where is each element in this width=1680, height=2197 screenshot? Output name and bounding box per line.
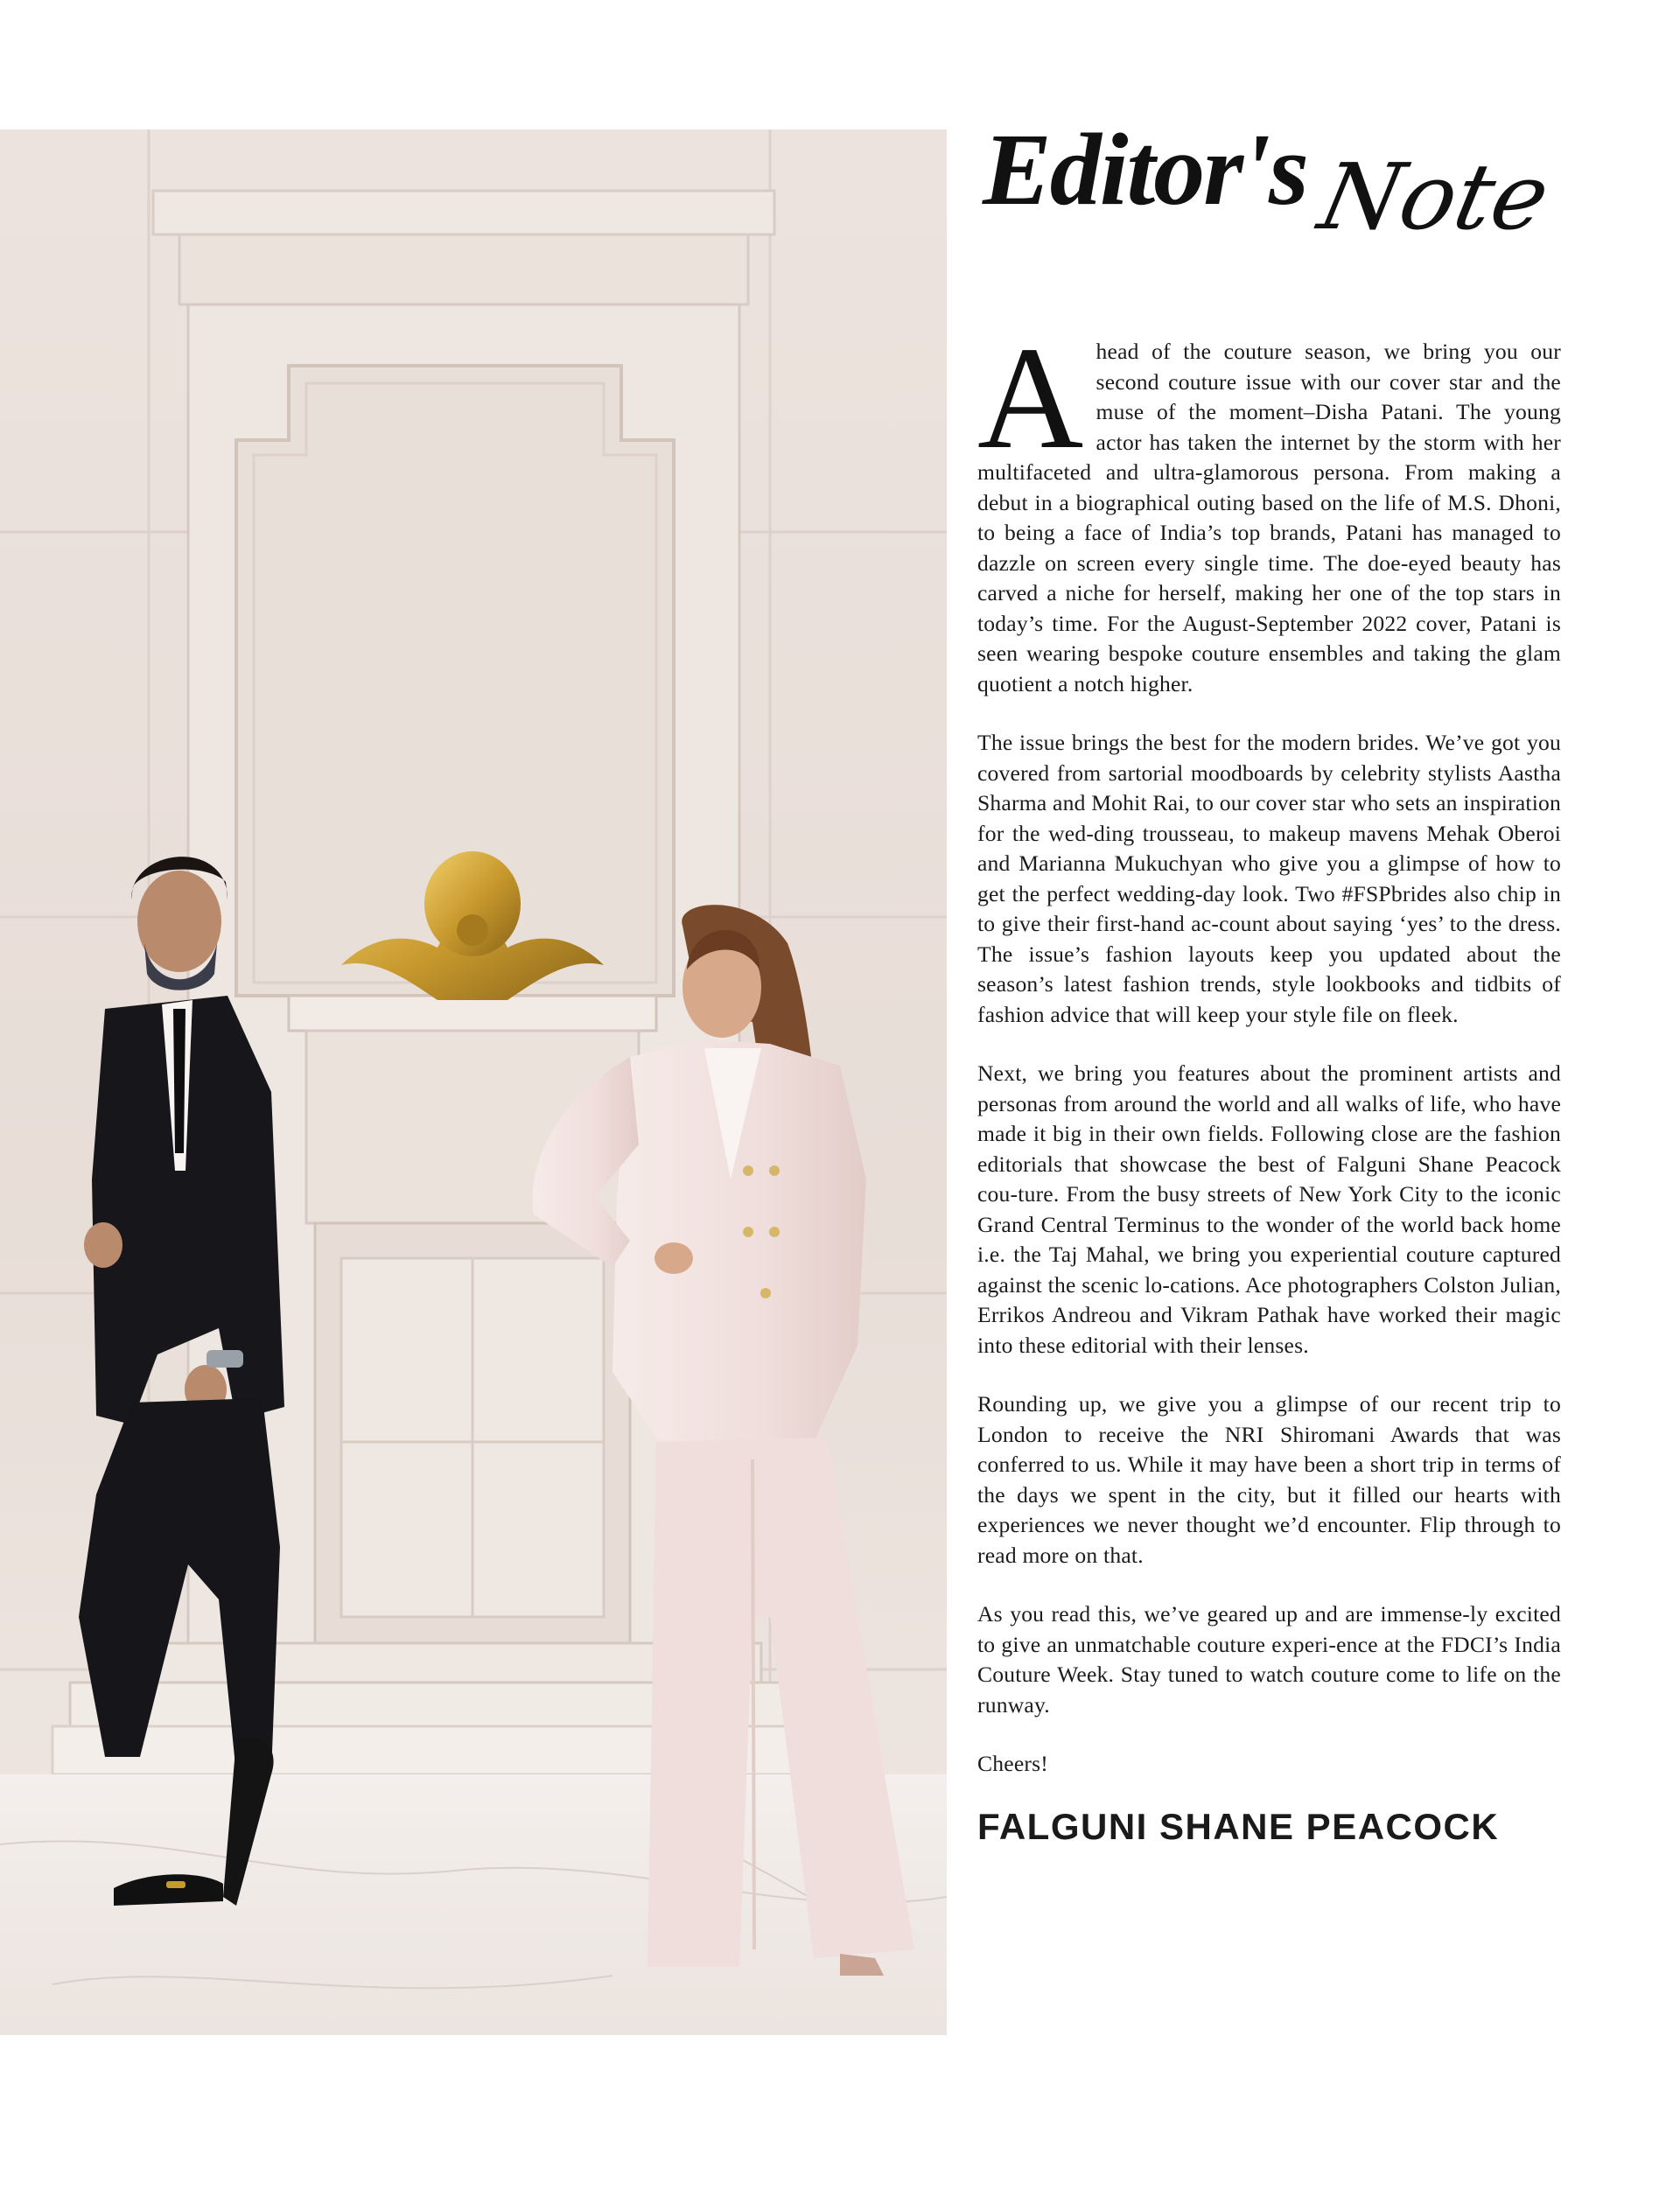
cover-photo [0, 129, 947, 2035]
photo-illustration [0, 129, 947, 2035]
paragraph-5: As you read this, we’ve geared up and are immense-ly excited to give an unmatchable couture experi-ence at the FDCI’s India Couture Week. Stay tuned to watch couture come to life on the runway. [977, 1601, 1561, 1718]
editors-note-heading [983, 112, 1561, 284]
drop-cap: A [977, 317, 1084, 479]
paragraph-1-text: head of the couture season, we bring you our second couture issue with our cover star and the muse of the moment–Disha Patani. The young actor has taken the internet by the storm with her multifaceted and ultra-glamorous persona. From making a debut in a biographical outing based on the life of M.S. Dhoni, to being a face of India’s top brands, Patani has managed to dazzle on screen every single time. The doe-eyed beauty has carved a niche for herself, making her one of the top stars in today’s time. For the August-September 2022 cover, Patani is seen wearing bespoke couture ensembles and taking the glam quotient a notch higher. [977, 339, 1561, 696]
closing-line: Cheers! [977, 1751, 1048, 1776]
paragraph-1 [977, 317, 1561, 699]
heading-editors: Editor's [983, 112, 1307, 227]
signature: FALGUNI SHANE PEACOCK [977, 1805, 1500, 1847]
paragraph-3: Next, we bring you features about the prominent artists and personas from around the world and all walks of life, who have made it big in their own fields. Following close are the fashion editorials that showcase the best of Falguni Shane Peacock cou-ture. From the busy streets of New York City to the iconic Grand Central Terminus to the wonder of the world back home i.e. the Taj Mahal, we bring you experiential couture captured against the scenic lo-cations. Ace photographers Colston Julian, Errikos Andreou and Vikram Pathak have worked their magic into these editorial with their lenses. [977, 1060, 1561, 1358]
paragraph-2: The issue brings the best for the modern brides. We’ve got you covered from sartorial moodboards by celebrity stylists Aastha Sharma and Mohit Rai, to our cover star who sets an inspiration for the wed-ding trousseau, to makeup mavens Mehak Oberoi and Marianna Mukuchyan who give you a glimpse of how to get the perfect wedding-day look. Two #FSPbrides also chip in to give their first-hand ac-count about saying ‘yes’ to the dress. The issue’s fashion layouts keep you updated about the season’s latest fashion trends, style lookbooks and tidbits of fashion advice that will keep your style file on fleek. [977, 730, 1561, 1027]
editors-note-column [977, 112, 1561, 1847]
article-body [977, 317, 1561, 1780]
heading-note: Note [1311, 143, 1558, 250]
paragraph-4: Rounding up, we give you a glimpse of our recent trip to London to receive the NRI Shiromani Awards that was conferred to us. While it may have been a short trip in terms of the days we spent in the city, but it filled our hearts with experiences we never thought we’d encounter. Flip through to read more on that. [977, 1391, 1561, 1568]
